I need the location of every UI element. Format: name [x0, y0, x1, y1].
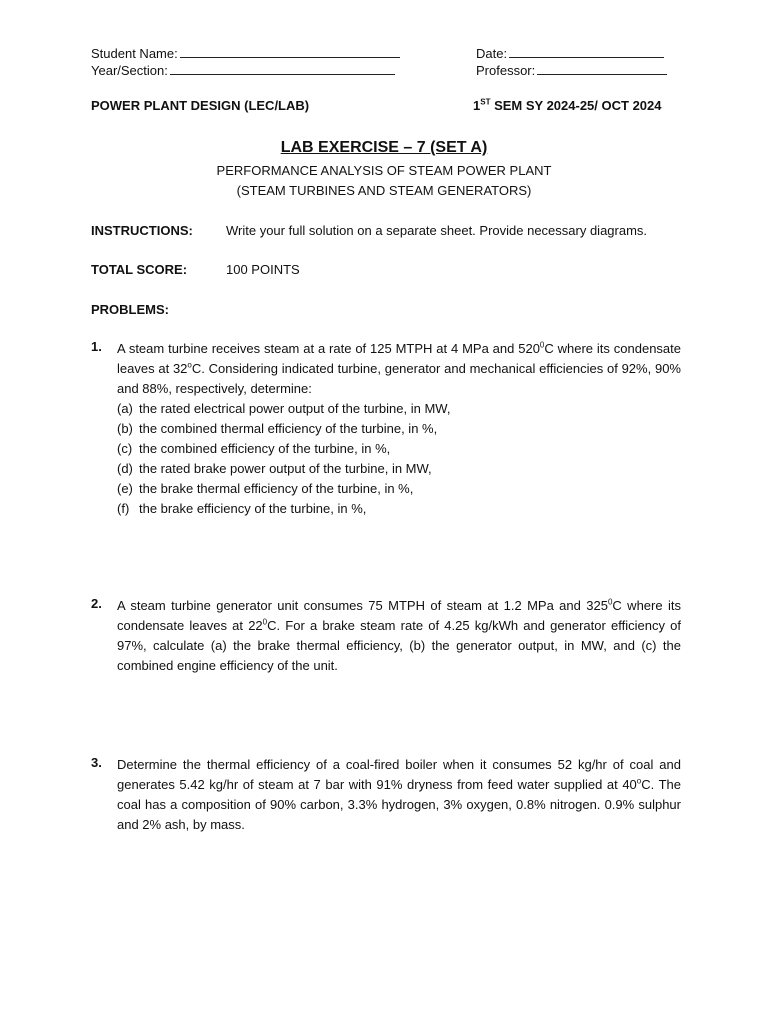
problem-2 [91, 596, 681, 676]
student-name-line [180, 46, 400, 58]
date-field [476, 46, 664, 61]
problem-sub-item: (d) the rated brake power output of the turbine, in MW, [117, 461, 432, 476]
professor-line [537, 63, 667, 75]
total-score-label: TOTAL SCORE: [91, 262, 188, 277]
semester-superscript: ST [480, 97, 491, 107]
problem-text: A steam turbine generator unit consumes 75 MTPH of steam at 1.2 MPa and $325^0C$ where its condensate leaves at $22^0C$. For a brake steam rate of 4.25 kg/kWh and generator efficiency of 97%, calculate (a) the brake thermal efficiency, (b) the generator output, in MW, and (c) the combined engine efficiency of the unit. [117, 597, 681, 673]
problem-sub-item: (e) the brake thermal efficiency of the turbine, in %, [117, 481, 414, 496]
problem-text: Determine the thermal efficiency of a coal-fired boiler when it consumes 52 kg/hr of coal and generates 5.42 kg/hr of steam at 7 bar with 91% dryness from feed water supplied at 40$^o$C. The coal has a composition of 90% carbon, 3.3% hydrogen, 3% oxygen, 0.8% nitrogen. 0.9% sulphur and 2% ash, by mass. [117, 757, 681, 832]
subtitle-line-1: PERFORMANCE ANALYSIS OF STEAM POWER PLANT [216, 163, 552, 178]
year-section-line [170, 63, 395, 75]
semester-number: 1 [473, 98, 481, 113]
problem-text: A steam turbine receives steam at a rate of 125 MTPH at 4 MPa and $520^0C$ where its condensate leaves at 32$^o$C. Considering indicated turbine, generator and mechanical efficiencies of 92%, 90% and 88%, respectively, determine: [117, 340, 681, 396]
semester-info [473, 98, 662, 113]
problem-number: 3. [91, 755, 102, 770]
professor-label: Professor: [476, 63, 536, 78]
date-label: Date: [476, 46, 508, 61]
professor-field [476, 63, 667, 78]
date-line [509, 46, 664, 58]
student-name-label: Student Name: [91, 46, 178, 61]
problem-sub-item: (a) the rated electrical power output of the turbine, in MW, [117, 401, 451, 416]
year-section-label: Year/Section: [91, 63, 168, 78]
problem-number: 2. [91, 596, 102, 611]
total-score-value: 100 POINTS [226, 262, 300, 277]
semester-text: SEM SY 2024-25/ OCT 2024 [490, 98, 662, 113]
problem-number: 1. [91, 339, 102, 354]
subtitle-line-2: (STEAM TURBINES AND STEAM GENERATORS) [236, 183, 532, 198]
instructions-label: INSTRUCTIONS: [91, 223, 193, 238]
student-name-field [91, 46, 400, 61]
year-section-field [91, 63, 395, 78]
problem-3 [91, 755, 681, 835]
instructions-text: Write your full solution on a separate sheet. Provide necessary diagrams. [226, 223, 648, 238]
problem-sub-item: (f) the brake efficiency of the turbine, in %, [117, 501, 367, 516]
problem-sub-item: (c) the combined efficiency of the turbine, in %, [117, 441, 391, 456]
problem-sub-item: (b) the combined thermal efficiency of the turbine, in %, [117, 421, 438, 436]
page-title: LAB EXERCISE – 7 (SET A) [280, 139, 488, 156]
course-title: POWER PLANT DESIGN (LEC/LAB) [91, 98, 310, 113]
problems-heading: PROBLEMS: [91, 302, 169, 317]
problem-1 [91, 339, 681, 519]
